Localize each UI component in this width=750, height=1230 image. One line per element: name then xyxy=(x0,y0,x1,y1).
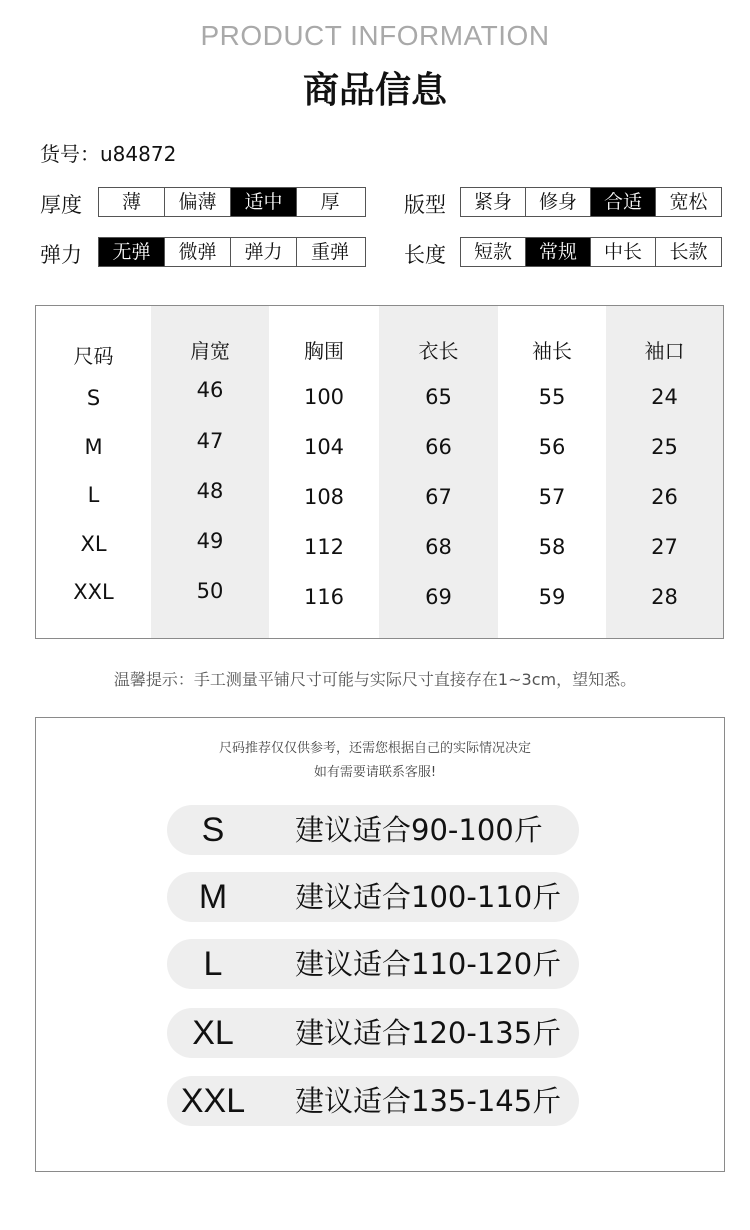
size-column xyxy=(36,306,151,638)
fit-options xyxy=(460,187,722,217)
table-cell: 26 xyxy=(651,485,678,509)
measurement-note: 温馨提示：手工测量平铺尺寸可能与实际尺寸直接存在1~3cm，望知悉。 xyxy=(113,670,637,689)
title-chinese: 商品信息 xyxy=(302,70,447,111)
table-cell: XL xyxy=(80,532,107,556)
thickness-label: 厚度 xyxy=(40,193,82,217)
length-option: 中长 xyxy=(591,238,656,266)
table-cell: 24 xyxy=(651,385,678,409)
elasticity-option: 微弹 xyxy=(165,238,231,266)
table-cell: 46 xyxy=(196,378,224,402)
table-cell: 66 xyxy=(425,435,452,459)
column-header: 胸围 xyxy=(304,339,344,363)
length-options xyxy=(460,237,722,267)
recommended-size: S xyxy=(201,811,225,849)
chest-column xyxy=(269,306,379,638)
size-recommendation-item xyxy=(167,805,579,855)
sleeve-column xyxy=(498,306,606,638)
fit-label: 版型 xyxy=(404,193,446,217)
recommendation-intro-line: 如有需要请联系客服! xyxy=(313,765,437,780)
recommended-weight: 建议适合110-120斤 xyxy=(295,947,562,981)
table-cell: 56 xyxy=(538,435,566,459)
column-header: 尺码 xyxy=(73,344,114,368)
table-cell: 67 xyxy=(425,485,452,509)
size-recommendation-item xyxy=(167,939,579,989)
recommended-size: M xyxy=(198,878,228,916)
table-cell: 69 xyxy=(425,585,452,609)
table-cell: 27 xyxy=(651,535,678,559)
table-cell: 104 xyxy=(303,435,345,459)
elasticity-options xyxy=(98,237,366,267)
column-header: 肩宽 xyxy=(190,339,230,363)
thickness-option: 薄 xyxy=(99,188,165,216)
table-cell: 65 xyxy=(425,385,452,409)
table-cell: 116 xyxy=(303,585,345,609)
recommended-size: XL xyxy=(192,1014,234,1052)
recommended-size: L xyxy=(203,945,223,983)
table-cell: 59 xyxy=(538,585,566,609)
sku-number: 货号：u84872 xyxy=(40,142,177,166)
fit-option-selected: 合适 xyxy=(591,188,656,216)
table-cell: 50 xyxy=(196,579,224,603)
table-cell: 48 xyxy=(196,479,224,503)
cuff-column xyxy=(606,306,723,638)
table-cell: 28 xyxy=(651,585,678,609)
length-column xyxy=(379,306,498,638)
thickness-option: 偏薄 xyxy=(165,188,231,216)
thickness-option: 厚 xyxy=(320,191,340,213)
recommended-size: XXL xyxy=(180,1082,246,1120)
recommended-weight: 建议适合100-110斤 xyxy=(295,880,562,914)
recommendation-intro xyxy=(0,737,750,785)
recommended-weight: 建议适合120-135斤 xyxy=(295,1016,562,1050)
length-option-selected: 常规 xyxy=(526,238,591,266)
thickness-option-selected: 适中 xyxy=(231,188,297,216)
recommendation-intro-line: 尺码推荐仅仅供参考，还需您根据自己的实际情况决定 xyxy=(218,741,531,756)
title-english: PRODUCT INFORMATION xyxy=(200,20,550,51)
fit-option: 宽松 xyxy=(669,191,708,213)
table-cell: 57 xyxy=(538,485,566,509)
table-cell: 58 xyxy=(538,535,566,559)
size-recommendation-item xyxy=(167,872,579,922)
elasticity-option-selected: 无弹 xyxy=(99,238,165,266)
size-table xyxy=(35,305,724,639)
table-cell: 100 xyxy=(303,385,345,409)
table-cell: S xyxy=(86,386,101,410)
table-cell: 68 xyxy=(425,535,452,559)
length-option: 短款 xyxy=(461,238,526,266)
table-cell: 47 xyxy=(196,429,224,453)
column-header: 袖长 xyxy=(532,339,572,363)
table-cell: 25 xyxy=(651,435,678,459)
table-cell: 55 xyxy=(538,385,566,409)
length-option: 长款 xyxy=(669,241,708,263)
size-recommendation-item xyxy=(167,1008,579,1058)
table-cell: 49 xyxy=(196,529,224,553)
table-cell: 108 xyxy=(303,485,345,509)
recommended-weight: 建议适合135-145斤 xyxy=(295,1084,562,1118)
fit-option: 修身 xyxy=(526,188,591,216)
size-recommendation-item xyxy=(167,1076,579,1126)
table-cell: 112 xyxy=(303,535,345,559)
table-cell: M xyxy=(84,435,103,459)
length-label: 长度 xyxy=(404,243,446,267)
elasticity-option: 弹力 xyxy=(231,238,297,266)
table-cell: L xyxy=(87,483,100,507)
thickness-options xyxy=(98,187,366,217)
elasticity-option: 重弹 xyxy=(310,241,349,263)
elasticity-label: 弹力 xyxy=(40,243,82,267)
fit-option: 紧身 xyxy=(461,188,526,216)
table-cell: XXL xyxy=(73,580,114,604)
recommended-weight: 建议适合90-100斤 xyxy=(295,813,543,847)
shoulder-column xyxy=(151,306,269,638)
column-header: 衣长 xyxy=(418,339,459,363)
column-header: 袖口 xyxy=(644,339,685,363)
